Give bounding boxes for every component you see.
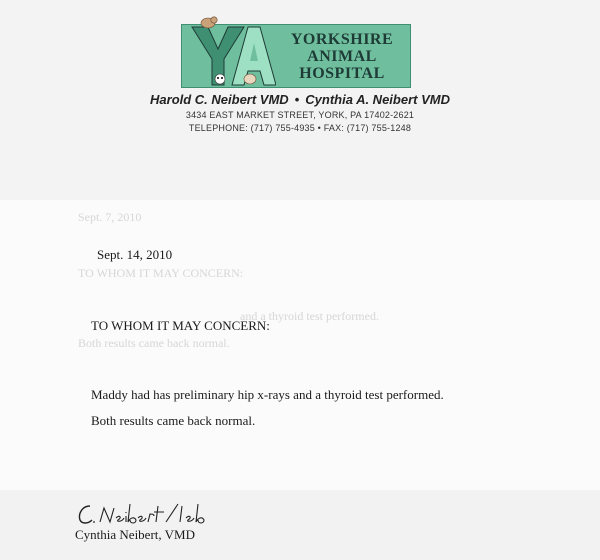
bleed-through-salutation: TO WHOM IT MAY CONCERN: (78, 266, 244, 280)
bleed-through-line-2: Both results came back normal. (78, 336, 230, 350)
letter-salutation: TO WHOM IT MAY CONCERN: (91, 318, 270, 333)
bleed-through-date: Sept. 7, 2010 (78, 210, 142, 224)
doctor-1-name: Harold C. Neibert VMD (150, 92, 289, 107)
handwritten-signature (74, 496, 224, 530)
letterhead-text (100, 92, 500, 133)
letter-date: Sept. 14, 2010 (97, 247, 173, 262)
doctor-2-name: Cynthia A. Neibert VMD (305, 92, 450, 107)
ya-monogram-logo (188, 15, 276, 91)
hospital-name-line-3: HOSPITAL (299, 65, 385, 82)
bleed-through-line-1: and a thyroid test performed. (240, 309, 379, 323)
hospital-name-line-1: YORKSHIRE (290, 31, 394, 48)
letter-body-line-1: Maddy had has preliminary hip x-rays and a thyroid test performed. (91, 387, 444, 402)
hospital-name-line-2: ANIMAL (307, 48, 377, 65)
signer-name: Cynthia Neibert, VMD (75, 527, 195, 542)
phone-fax-line: TELEPHONE: (717) 755-4935 • FAX: (717) 755-1248 (188, 123, 412, 133)
doctor-separator: • (294, 92, 300, 107)
letter-body-line-2: Both results came back normal. (91, 413, 256, 428)
hospital-logo (181, 24, 411, 88)
hospital-name (278, 31, 406, 82)
doctor-names (100, 92, 500, 107)
address-line: 3434 EAST MARKET STREET, YORK, PA 17402-2621 (185, 110, 415, 120)
